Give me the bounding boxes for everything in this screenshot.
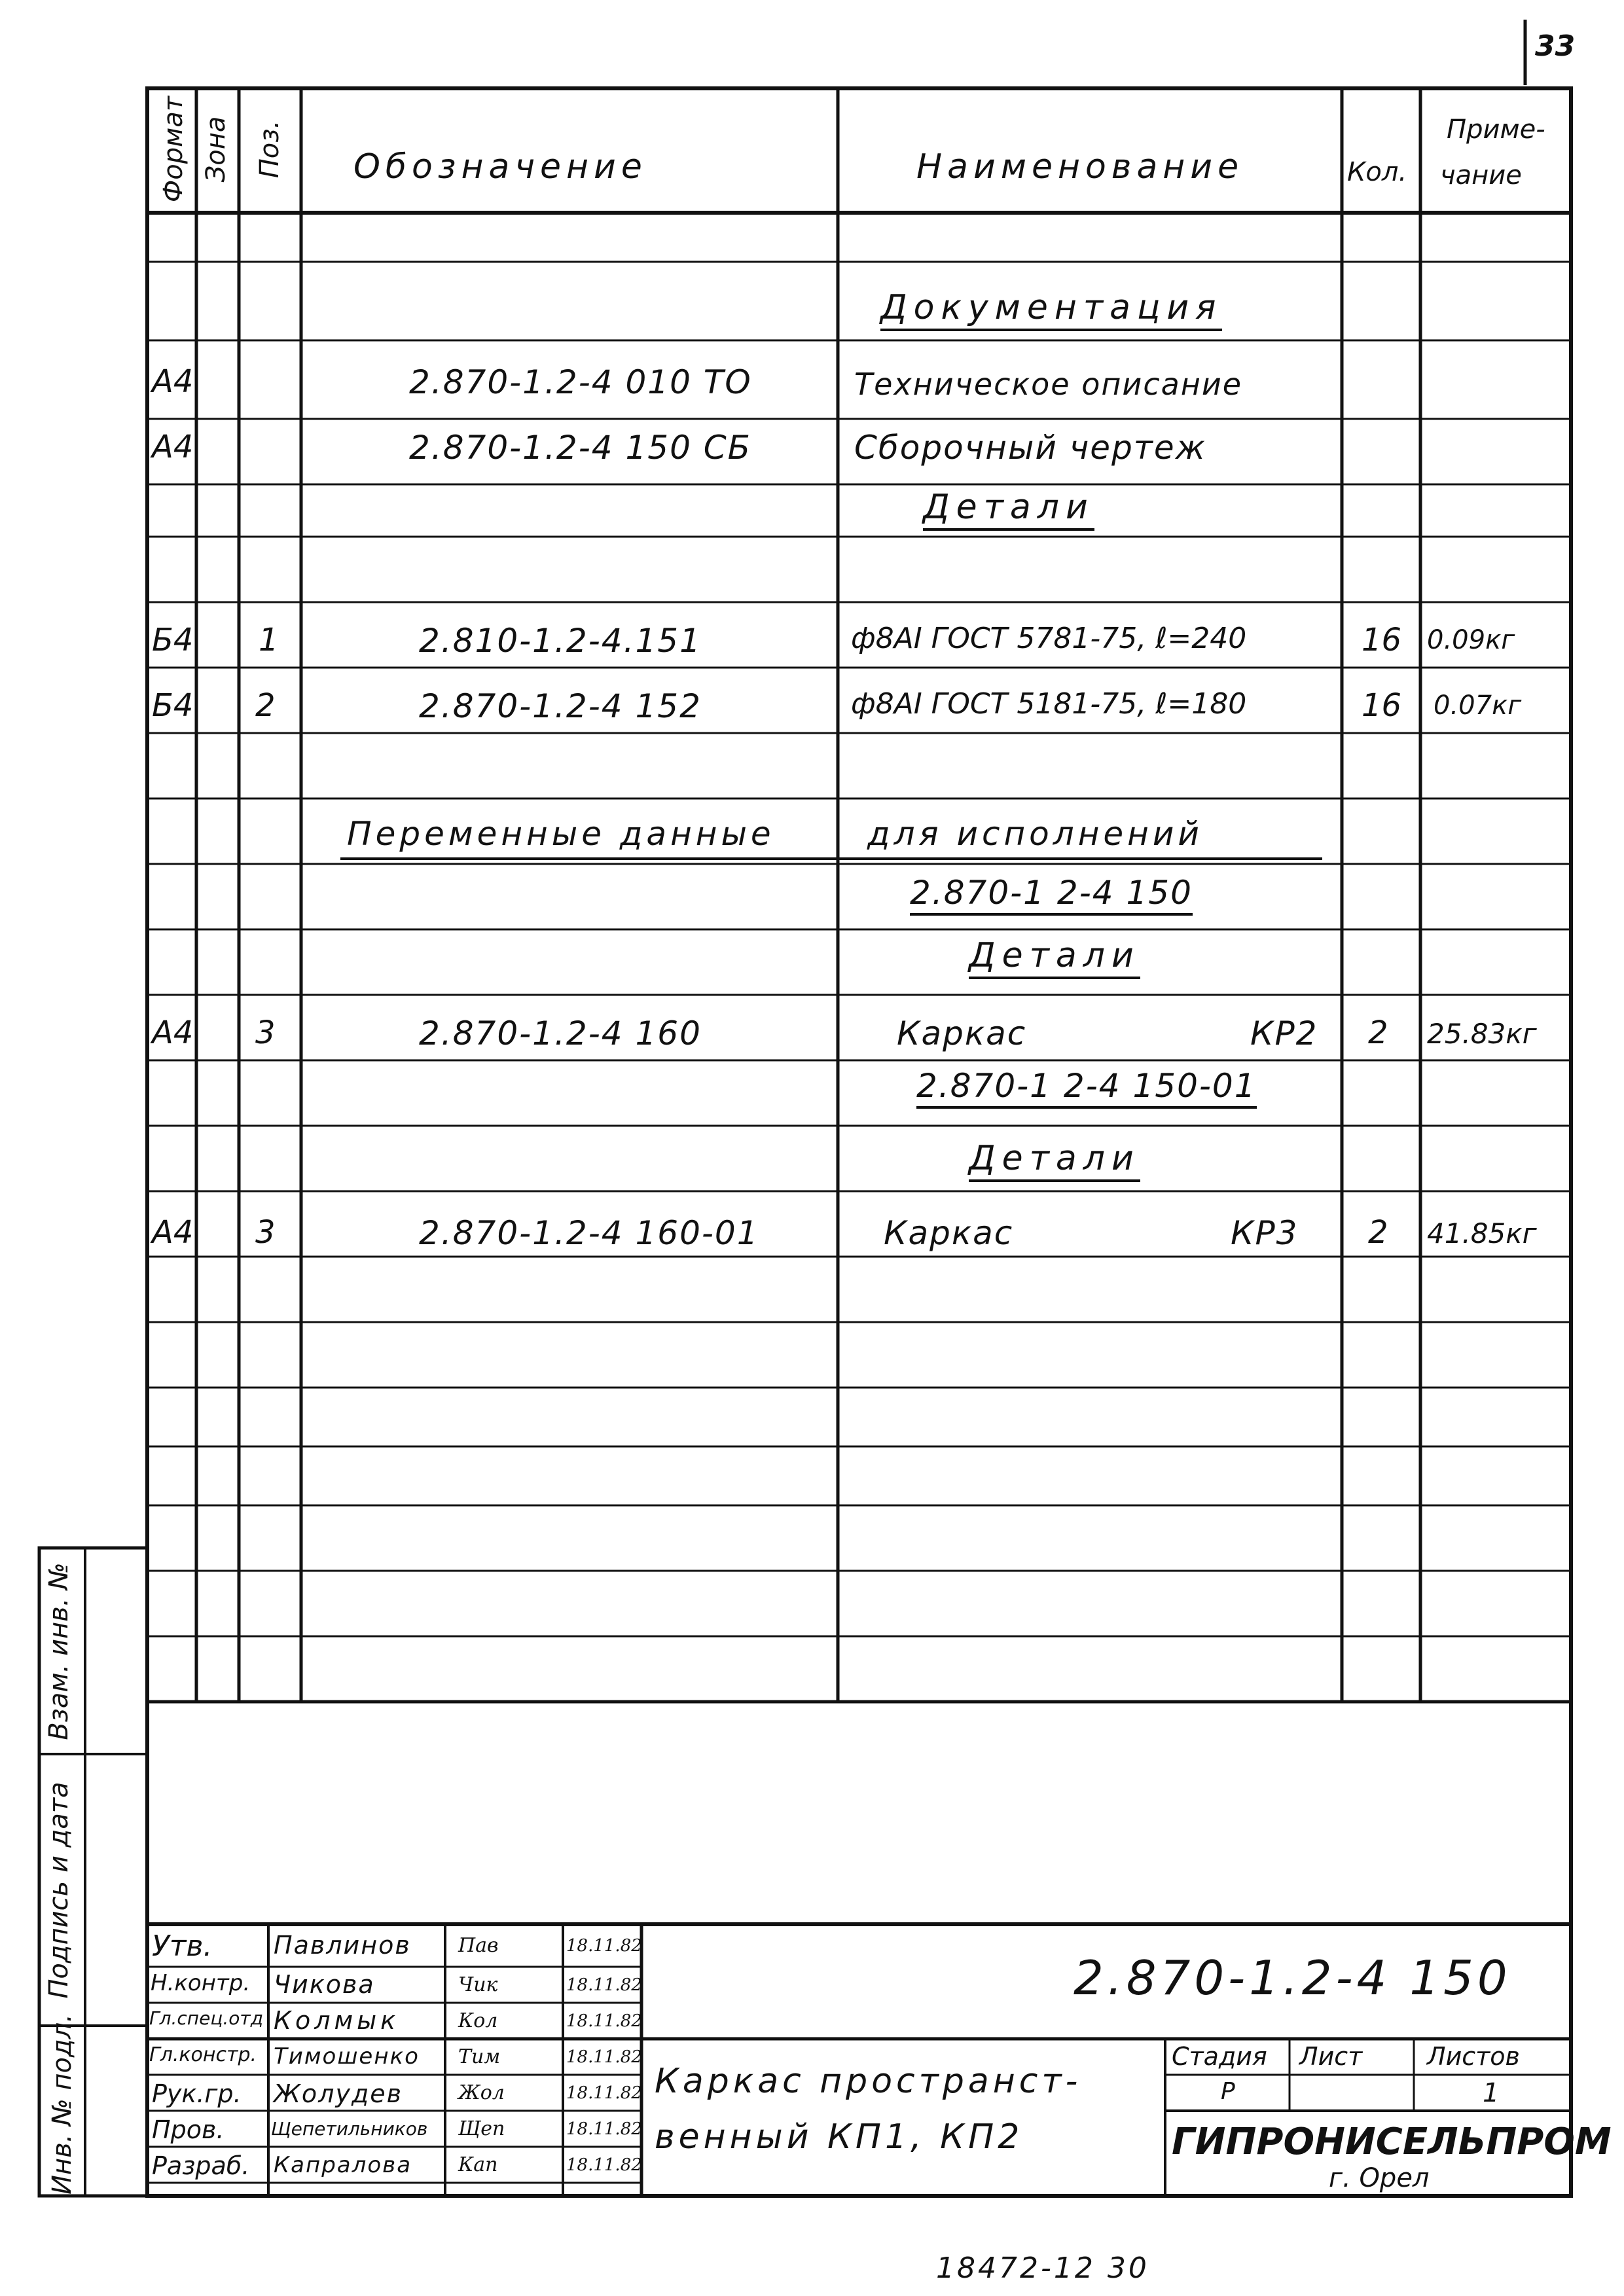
variant-1-qty: 2 [1368,1014,1388,1051]
role-signature: Кап [458,2153,498,2176]
variant-1-designation: 2.870-1.2-4 160 [419,1014,702,1052]
role-date: 18.11.82 [566,2155,642,2175]
variant-1-note: 25.83кг [1427,1018,1537,1050]
role-label: Утв. [152,1929,213,1963]
role-person: Жолудев [274,2079,403,2108]
item-title-line1: Каркас пространст- [655,2062,1082,2101]
role-date: 18.11.82 [566,2011,642,2031]
document-code: 2.870-1.2-4 150 [1074,1950,1511,2005]
variable-data-right: для исполнений [867,815,1203,853]
role-signature: Чик [458,1973,498,1996]
detail-row-2-pos: 2 [255,687,276,724]
variant-2-format: А4 [152,1214,194,1251]
header-format: Формат [158,96,189,203]
role-signature: Жол [458,2081,505,2104]
variable-data-underline [340,857,1322,860]
variable-data-left: Переменные данные [347,815,775,853]
variant-2-details: Детали [969,1139,1140,1182]
variant-1-code: 2.870-1 2-4 150 [910,874,1193,916]
variant-1-details: Детали [969,936,1140,979]
detail-row-1-note: 0.09кг [1427,625,1515,655]
role-date: 18.11.82 [566,1936,642,1956]
doc-row-1-name: Техническое описание [854,367,1243,402]
item-title-line2: венный КП1, КП2 [655,2117,1024,2157]
role-person: Капралова [274,2152,412,2178]
variant-2-qty: 2 [1368,1214,1388,1251]
doc-row-2-designation: 2.870-1.2-4 150 СБ [409,429,751,467]
variant-2-note: 41.85кг [1427,1217,1537,1249]
variant-2-designation: 2.870-1.2-4 160-01 [419,1214,759,1252]
detail-row-2-name: ф8АI ГОСТ 5181-75, ℓ=180 [851,687,1247,721]
role-person: Чикова [274,1970,375,1999]
variant-1-pos: 3 [255,1014,276,1051]
archive-number: 18472-12 30 [936,2251,1149,2285]
variant-1-name: Каркас [897,1014,1027,1052]
header-qty: Кол. [1347,157,1407,187]
role-person: Павлинов [274,1931,411,1960]
role-person: Щепетильников [271,2118,428,2140]
role-date: 18.11.82 [566,2119,642,2139]
variant-1-format: А4 [152,1014,194,1051]
variant-1-mark: КР2 [1250,1014,1318,1052]
sheets-label: Листов [1427,2042,1520,2071]
detail-row-1-designation: 2.810-1.2-4.151 [419,622,702,660]
sheet-label: Лист [1299,2042,1363,2071]
role-person: Колмык [274,2006,400,2035]
role-label: Н.контр. [151,1970,251,1996]
header-name: Наименование [916,147,1244,187]
organization-name: ГИПРОНИСЕЛЬПРОМ [1172,2121,1612,2163]
sheets-value: 1 [1483,2078,1500,2108]
variant-2-name: Каркас [884,1214,1014,1252]
section-details: Детали [923,488,1094,531]
detail-row-2-format: Б4 [152,687,194,724]
sheet-number: 33 [1535,29,1576,63]
variant-2-code: 2.870-1 2-4 150-01 [916,1067,1257,1109]
stage-value: Р [1221,2078,1235,2105]
section-documentation: Документация [880,288,1222,331]
header-designation: Обозначение [353,147,647,187]
role-label: Гл.спец.отд [149,2007,264,2029]
doc-row-1-format: А4 [152,363,194,400]
header-note-line2: чание [1440,160,1522,190]
variant-2-mark: КР3 [1231,1214,1299,1252]
role-signature: Кол [458,2009,498,2032]
side-stamp-sign-date: Подпись и дата [44,1782,74,1999]
role-person: Тимошенко [274,2043,420,2070]
side-stamp-inv-orig: Инв. № подл. [47,2014,77,2195]
header-pos: Поз. [255,120,285,179]
role-date: 18.11.82 [566,2083,642,2103]
detail-row-1-format: Б4 [152,622,194,658]
detail-row-1-qty: 16 [1362,622,1402,658]
detail-row-2-qty: 16 [1362,687,1402,724]
stage-label: Стадия [1172,2042,1267,2071]
role-signature: Тим [458,2045,501,2068]
detail-row-2-designation: 2.870-1.2-4 152 [419,687,702,725]
role-signature: Пав [458,1934,499,1957]
header-note-line1: Приме- [1447,115,1545,145]
detail-row-1-name: ф8АI ГОСТ 5781-75, ℓ=240 [851,622,1247,655]
side-stamp-vzam-inv: Взам. инв. № [44,1562,74,1740]
detail-row-1-pos: 1 [259,622,279,658]
role-signature: Щеп [458,2117,505,2140]
detail-row-2-note: 0.07кг [1434,691,1522,721]
role-date: 18.11.82 [566,2047,642,2067]
header-zone: Зона [201,116,231,183]
organization-city: г. Орел [1329,2163,1430,2193]
role-label: Рук.гр. [152,2079,242,2108]
doc-row-2-name: Сборочный чертеж [854,429,1206,467]
role-label: Пров. [152,2115,225,2144]
doc-row-1-designation: 2.870-1.2-4 010 ТО [409,363,752,401]
variant-2-pos: 3 [255,1214,276,1251]
role-label: Разраб. [152,2151,250,2180]
role-date: 18.11.82 [566,1975,642,1995]
role-label: Гл.констр. [149,2043,257,2066]
doc-row-2-format: А4 [152,429,194,465]
